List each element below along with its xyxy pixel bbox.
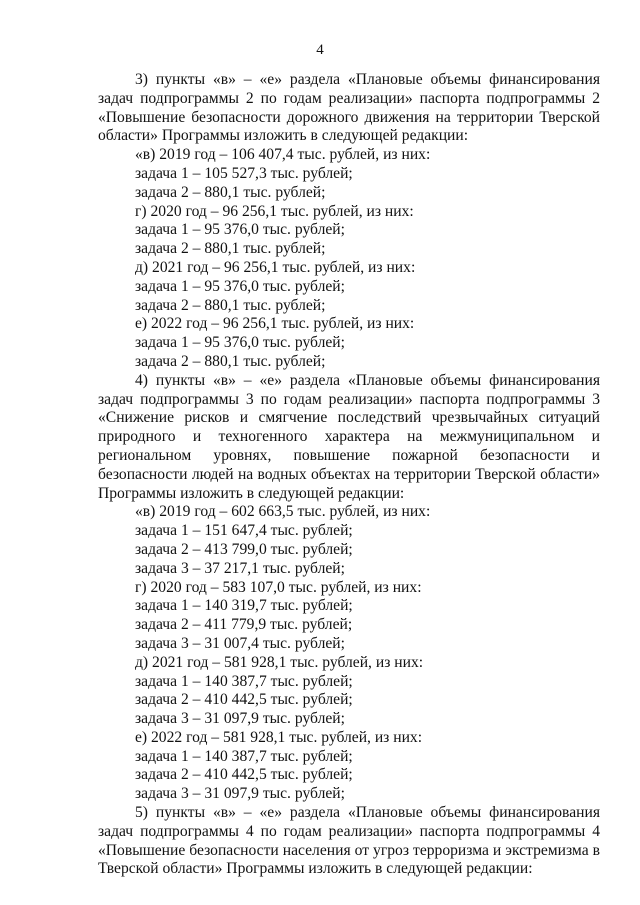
section-4-line: задача 3 – 31 097,9 тыс. рублей; <box>135 785 345 803</box>
section-4-intro: 4) пункты «в» – «е» раздела «Плановые объемы финансирования задач подпрограммы 3 по годам реализации» паспорта подпрограммы 3 «Снижение рисков и смягчение последствий чрезвычайных ситуаций природного и техногенного характера на межмуниципальном и региональном уровнях, повышение пожарной безопасности и безопасности людей на водных объектах на территории Тверской области» Программы изложить в следующей редакции: <box>98 371 600 502</box>
page-number: 4 <box>316 42 324 58</box>
section-3-line: «в) 2019 год – 106 407,4 тыс. рублей, из них: <box>135 146 431 164</box>
section-3-line: задача 2 – 880,1 тыс. рублей; <box>135 352 326 370</box>
section-3-line: задача 1 – 95 376,0 тыс. рублей; <box>135 277 345 295</box>
section-5-intro: 5) пункты «в» – «е» раздела «Плановые объемы финансирования задач подпрограммы 4 по годам реализации» паспорта подпрограммы 4 «Повышение безопасности населения от угроз терроризма и экстремизма в Тверской области» Программы изложить в следующей редакции: <box>98 804 600 878</box>
section-4-line: задача 2 – 411 779,9 тыс. рублей; <box>135 616 353 634</box>
section-4-line: задача 1 – 140 387,7 тыс. рублей; <box>135 672 353 690</box>
section-3-line: г) 2020 год – 96 256,1 тыс. рублей, из них: <box>135 202 414 220</box>
section-4-line: «в) 2019 год – 602 663,5 тыс. рублей, из них: <box>135 503 431 521</box>
section-4-line: задача 3 – 31 097,9 тыс. рублей; <box>135 710 345 728</box>
section-4-line: задача 1 – 140 387,7 тыс. рублей; <box>135 747 353 765</box>
section-4-line: задача 2 – 413 799,0 тыс. рублей; <box>135 540 353 558</box>
section-4-line: задача 3 – 37 217,1 тыс. рублей; <box>135 559 345 577</box>
section-4-line: задача 2 – 410 442,5 тыс. рублей; <box>135 691 353 709</box>
section-3-line: задача 2 – 880,1 тыс. рублей; <box>135 296 326 314</box>
section-3-line: задача 2 – 880,1 тыс. рублей; <box>135 183 326 201</box>
section-3-line: задача 2 – 880,1 тыс. рублей; <box>135 240 326 258</box>
section-3-line: задача 1 – 95 376,0 тыс. рублей; <box>135 334 345 352</box>
section-3-intro: 3) пункты «в» – «е» раздела «Плановые объемы финансирования задач подпрограммы 2 по годам реализации» паспорта подпрограммы 2 «Повышение безопасности дорожного движения на территории Тверской области» Программы изложить в следующей редакции: <box>98 71 600 145</box>
section-3-line: задача 1 – 105 527,3 тыс. рублей; <box>135 164 353 182</box>
section-4-line: задача 3 – 31 007,4 тыс. рублей; <box>135 634 345 652</box>
document-body <box>98 71 600 879</box>
section-4-line: е) 2022 год – 581 928,1 тыс. рублей, из них: <box>135 728 423 746</box>
section-3-line: задача 1 – 95 376,0 тыс. рублей; <box>135 221 345 239</box>
section-3-line: д) 2021 год – 96 256,1 тыс. рублей, из них: <box>135 258 416 276</box>
section-4-line: д) 2021 год – 581 928,1 тыс. рублей, из них: <box>135 653 424 671</box>
section-4-line: задача 2 – 410 442,5 тыс. рублей; <box>135 766 353 784</box>
section-4-line: задача 1 – 140 319,7 тыс. рублей; <box>135 597 353 615</box>
section-4-line: г) 2020 год – 583 107,0 тыс. рублей, из них: <box>135 578 422 596</box>
section-4-line: задача 1 – 151 647,4 тыс. рублей; <box>135 522 353 540</box>
section-3-line: е) 2022 год – 96 256,1 тыс. рублей, из них: <box>135 315 415 333</box>
